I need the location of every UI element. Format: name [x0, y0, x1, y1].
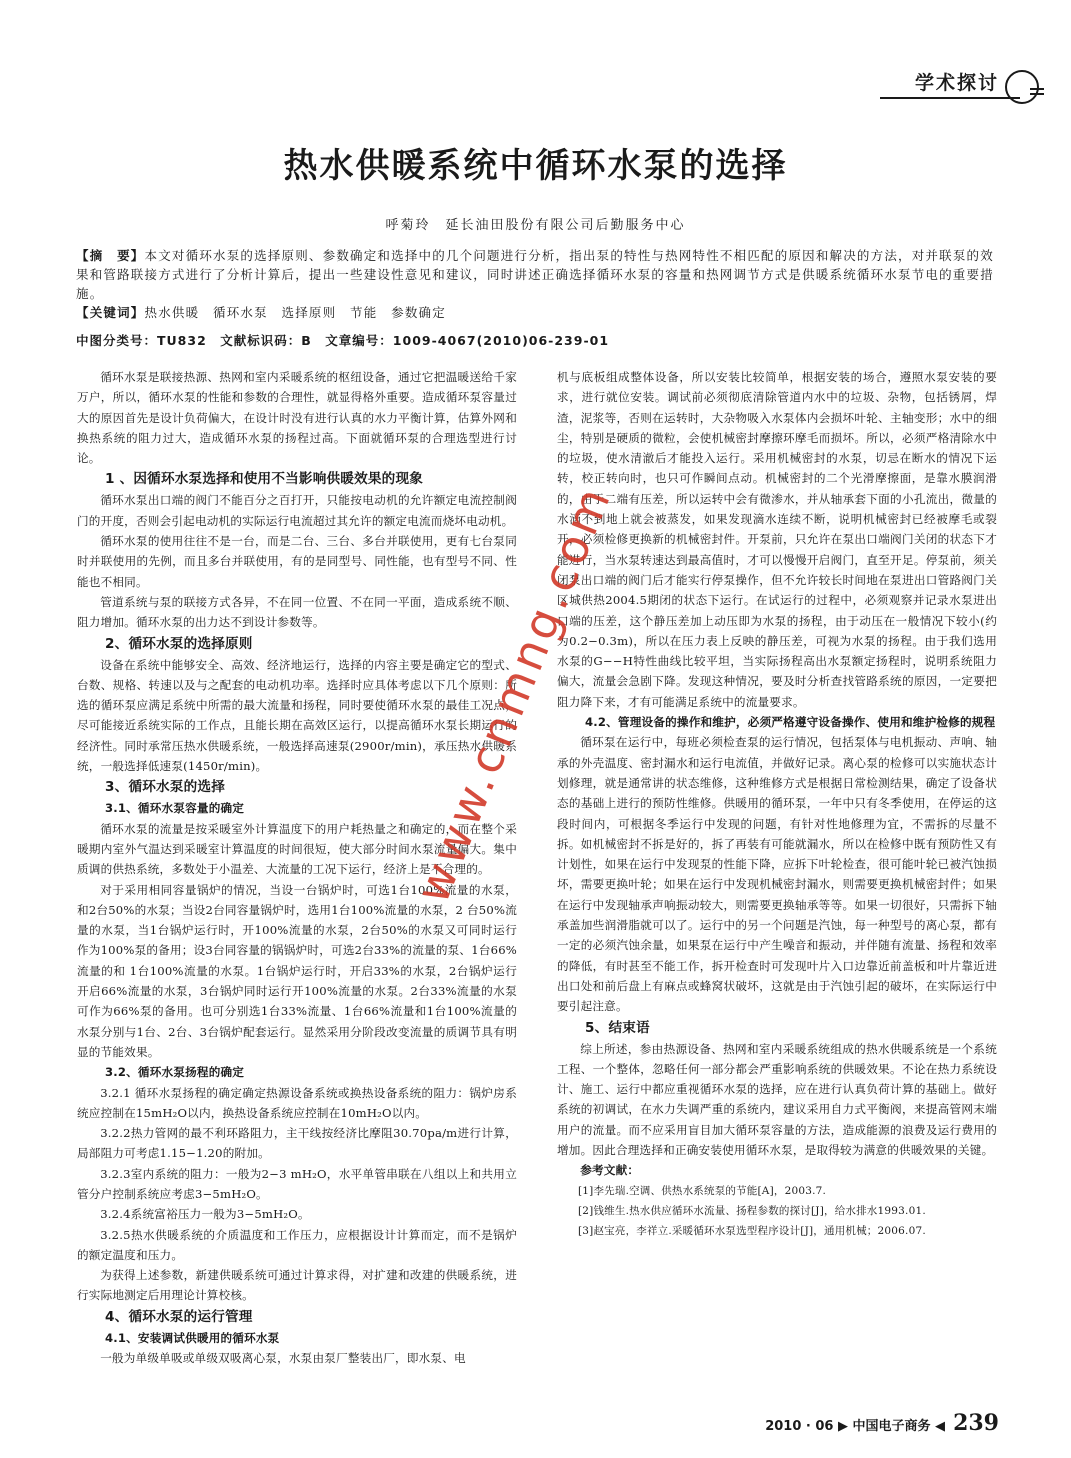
- subsection-heading: 3.1、循环水泵容量的确定: [105, 801, 245, 816]
- watermark: www.cnmng.com: [405, 476, 623, 911]
- reference-item: [1]李先瑞.空调、供热水系统泵的节能[A]，2003.7.: [578, 1184, 827, 1197]
- page-footer: [765, 1410, 999, 1436]
- paragraph: 一般为单级单吸或单级双吸离心泵，水泵由泵厂整装出厂，即水泵、电: [100, 1351, 466, 1366]
- abstract-label: 【摘 要】: [76, 248, 145, 263]
- paragraph: 机与底板组成整体设备，所以安装比较简单，根据安装的场合，遵照水泵安装的要求，进行就位安装。调试前必须彻底清除管道内水中的垃圾、杂物，包括锈屑，焊渣，泥浆等，否则在运转时，大杂物吸入水泵体内会损坏叶轮、主轴变形；水中的细尘，特别是硬质的微粒，会使机械密封摩擦环摩毛而损坏。所以，必须严格清除水中的垃圾，使水清澈后才能投入运行。采用机械密封的水泵，切忌在断水的情况下运转，校正转向时，也只可作瞬间点动。机械密封的二个光滑摩擦面，是靠水膜润滑的，由于二端有压差，所以运转中会有微渗水，并从轴承套下面的小孔流出，微量的水滴不到地上就会被蒸发，如果发现滴水连续不断，说明机械密封已经被摩毛或裂开，必须检修更换新的机械密封件。开泵前，只允许在泵出口端阀门关闭的状态下才能进行，当水泵转速达到最高值时，才可以慢慢开启阀门，直至开足。停泵前，须关闭泵出口端的阀门后才能实行停泵操作，但不允许较长时间地在泵进出口管路阀门关区城供热2004.5期闭的状态下运行。在试运行的过程中，必须观察并记录水泵进出口端的压差，这个静压差加上动压即为水泵的扬程，由于动压在一般情况下较小(约为0.2−0.3m)，所以在压力表上反映的静压差，可视为水泵的扬程。由于我们选用水泵的G−−H特性曲线比较平坦，当实际扬程高出水泵额定扬程时，说明系统阻力偏大，流量会急剧下降。发现这种情况，要及时分析查找管路系统的原因，一定要把阻力降下来，才有可能满足系统中的流量要求。: [557, 370, 997, 709]
- abstract-text: 本文对循环水泵的选择原则、参数确定和选择中的几个问题进行分析，指出泵的特性与热网特性不相匹配的原因和解决的方法，对并联泵的效果和管路联接方式进行了分析计算后，提出一些建设性意见和建议，同时讲述正确选择循环水泵的容量和热网调节方式是供暖系统循环水泵节电的重要措施。: [76, 248, 994, 301]
- section-heading: 4、循环水泵的运行管理: [105, 1308, 253, 1325]
- paragraph: 3.2.5热水供暖系统的介质温度和工作压力，应根据设计计算而定，而不是锅炉的额定温度和压力。: [77, 1227, 517, 1262]
- header-circle-ornament: [1005, 70, 1039, 104]
- article-title: 热水供暖系统中循环水泵的选择: [283, 146, 788, 186]
- header-rule: [880, 97, 1020, 99]
- reference-item: [3]赵宝亮，李祥立.采暖循环水泵选型程序设计[J]，通用机械；2006.07.: [578, 1224, 926, 1237]
- footer-issue: 2010 · 06 ▶ 中国电子商务 ◀: [765, 1419, 946, 1434]
- section-heading: 1 、因循环水泵选择和使用不当影响供暖效果的现象: [105, 471, 424, 488]
- classification-line: 中图分类号：TU832 文献标识码：B 文章编号：1009-4067(2010)06-239-01: [76, 333, 610, 348]
- section-heading: 3、循环水泵的选择: [105, 779, 226, 796]
- abstract: [76, 246, 996, 322]
- author-line: 呼菊玲 延长油田股份有限公司后勤服务中心: [385, 218, 686, 233]
- section-heading: 2、循环水泵的选择原则: [105, 635, 253, 652]
- paragraph: 循环水泵是联接热源、热网和室内采暖系统的枢纽设备，通过它把温暖送给千家万户，所以，循环水泵的性能和参数的合理性，就显得格外重要。造成循环泵容量过大的原因首先是设计负荷偏大，在设计时没有进行认真的水力平衡计算，估算外网和换热系统的阻力过大，造成循环水泵的扬程过高。下面就循环泵的合理选型进行讨论。: [77, 370, 517, 466]
- paragraph: 循环水泵出口端的阀门不能百分之百打开，只能按电动机的允许额定电流控制阀门的开度，否则会引起电动机的实际运行电流超过其允许的额定电流而烧坏电动机。: [77, 493, 517, 528]
- paragraph: 管道系统与泵的联接方式各异，不在同一位置、不在同一平面，造成系统不顺、阻力增加。循环水泵的出力达不到设计参数等。: [77, 594, 517, 630]
- subsection-heading: 4.2、管理设备的操作和维护，必须严格遵守设备操作、使用和维护检修的规程: [585, 715, 996, 730]
- subsection-heading: 3.2、循环水泵扬程的确定: [105, 1065, 245, 1080]
- paragraph: 3.2.4系统富裕压力一般为3−5mH₂O。: [100, 1207, 310, 1222]
- page-number: 239: [953, 1410, 999, 1436]
- paragraph: 3.2.1 循环水泵扬程的确定确定热源设备系统或换热设备系统的阻力：锅炉房系统应控制在15mH₂O以内，换热设备系统应控制在10mH₂O以内。: [77, 1085, 517, 1120]
- references-heading: 参考文献：: [580, 1163, 640, 1178]
- paragraph: 对于采用相同容量锅炉的情况，当设一台锅炉时，可选1台100%流量的水泵，和2台50%的水泵；当设2台同容量锅炉时，选用1台100%流量的水泵，2 台50%流量的水泵，当1台锅炉运行时，开100%流量的水泵，2台50%的水泵又可同时运行 作为100%泵的备用；设3台同容量的锅锅炉时，可选2台33%的流量的泵、1台66%流量的和 1台100%流量的水泵。1台锅炉运行时，开启33%的水泵，2台锅炉运行开启66%流量的水泵，3台锅炉同时运行开100%流量的水泵。2台33%流量的水泵可作为66%泵的备用。也可分别选1台33%流量、1台66%流量和1台100%流量的水泵分别与1台、2台、3台锅炉配套运行。显然采用分阶段改变流量的质调节具有明显的节能效果。: [77, 882, 517, 1059]
- section-heading: 5、结束语: [585, 1019, 650, 1036]
- right-column: [557, 367, 997, 1241]
- paragraph: 为获得上述参数，新建供暖系统可通过计算求得，对扩建和改建的供暖系统，进行实际地测定后用理论计算校核。: [77, 1268, 517, 1303]
- section-tag: 学术探讨: [914, 72, 999, 94]
- paragraph: 设备在系统中能够安全、高效、经济地运行，选择的内容主要是确定它的型式、台数、规格、转速以及与之配套的电动机功率。选择时应具体考虑以下几个原则：所选的循环泵应满足系统中所需的最大流量和扬程，同时要使循环水泵的最佳工况点，尽可能接近系统实际的工作点，且能长期在高效区运行，以提高循环水泵长期运行的经济性。同时承常压热水供暖系统，一般选择高速泵(2900r/min)，承压热水供暖系统，一般选择低速泵(1450r/min)。: [77, 657, 517, 774]
- paragraph: 循环水泵的使用往往不是一台，而是二台、三台、多台并联使用，更有七台泵同时并联使用的先例，而且多台并联使用，有的是同型号、同性能，也有型号不同、性能也不相同。: [77, 534, 517, 589]
- subsection-heading: 4.1、安装调试供暖用的循环水泵: [105, 1330, 280, 1345]
- paragraph: 循环泵在运行中，每班必须检查泵的运行情况，包括泵体与电机振动、声响、轴承的外壳温度、密封漏水和运行电流值，并做好记录。离心泵的检修可以实施状态计划修理，就是通常讲的状态维修，这种维修方式是根据日常检测结果，确定了设备状态的基础上进行的预防性维修。供暖用的循环泵，一年中只有冬季使用，在停运的这段时间内，可根据冬季运行中发现的问题，有针对性地修理为宜，不需拆的尽量不拆。如机械密封不拆是好的，拆了再装有可能就漏水，所以在检修中既有预防性又有计划性，如果在运行中发现泵的性能下降，应拆下叶轮检查，很可能叶轮已被汽蚀损坏，需要更换叶轮；如果在运行中发现机械密封漏水，则需要更换机械密封件；如果在运行中发现轴承声响振动较大，则需要更换轴承等等。如果一切很好，只需拆下轴承盖加些润滑脂就可以了。运行中的另一个问题是汽蚀，每一种型号的离心泵，都有一定的必须汽蚀余量，如果泵在运行中产生噪音和振动，并伴随有流量、扬程和效率的降低，有时甚至不能工作，拆开检查时可发现叶片入口边靠近前盖板和叶片靠近进出口处和前后盘上有麻点或蜂窝状破坏，这就是由于汽蚀引起的破坏，在实际运行中要引起注意。: [557, 735, 997, 1014]
- paragraph: 循环水泵的流量是按采暖室外计算温度下的用户耗热量之和确定的，而在整个采暖期内室外气温达到采暖室计算温度的时间很短，使大部分时间水泵流量偏大。集中质调的供热系统，多数处于小温差、大流量的工况下运行，经济上是不合理的。: [77, 821, 517, 877]
- reference-item: [2]钱维生.热水供应循环水流量、扬程参数的探讨[J]，给水排水1993.01.: [578, 1204, 926, 1217]
- paragraph: 综上所述，参由热源设备、热网和室内采暖系统组成的热水供暖系统是一个系统工程、一个整体，忽略任何一部分都会严重影响系统的供暖效果。不论在热力系统设计、施工、运行中都应重视循环水泵的选择，应在进行认真负荷计算的基础上。做好系统的初调试，在水力失调严重的系统内，建议采用自力式平衡阀，来提高管网末端用户的流量。而不应采用盲目加大循环泵容量的方法，造成能源的浪费及运行费用的增加。因此合理选择和正确安装使用循环水泵，是取得较为满意的供暖效果的关键。: [557, 1041, 997, 1157]
- paragraph: 3.2.3室内系统的阻力：一般为2−3 mH₂O，水平单管串联在八组以上和共用立管分户控制系统应考虑3−5mH₂O。: [77, 1166, 517, 1201]
- paragraph: 3.2.2热力管网的最不利环路阻力，主干线按经济比摩阻30.70pa/m进行计算，局部阻力可考虑1.15−1.20的附加。: [77, 1126, 517, 1161]
- header-lines-ornament: [1030, 88, 1044, 98]
- keywords-text: 热水供暖 循环水泵 选择原则 节能 参数确定: [144, 305, 446, 320]
- keywords-label: 【关键词】: [76, 305, 145, 320]
